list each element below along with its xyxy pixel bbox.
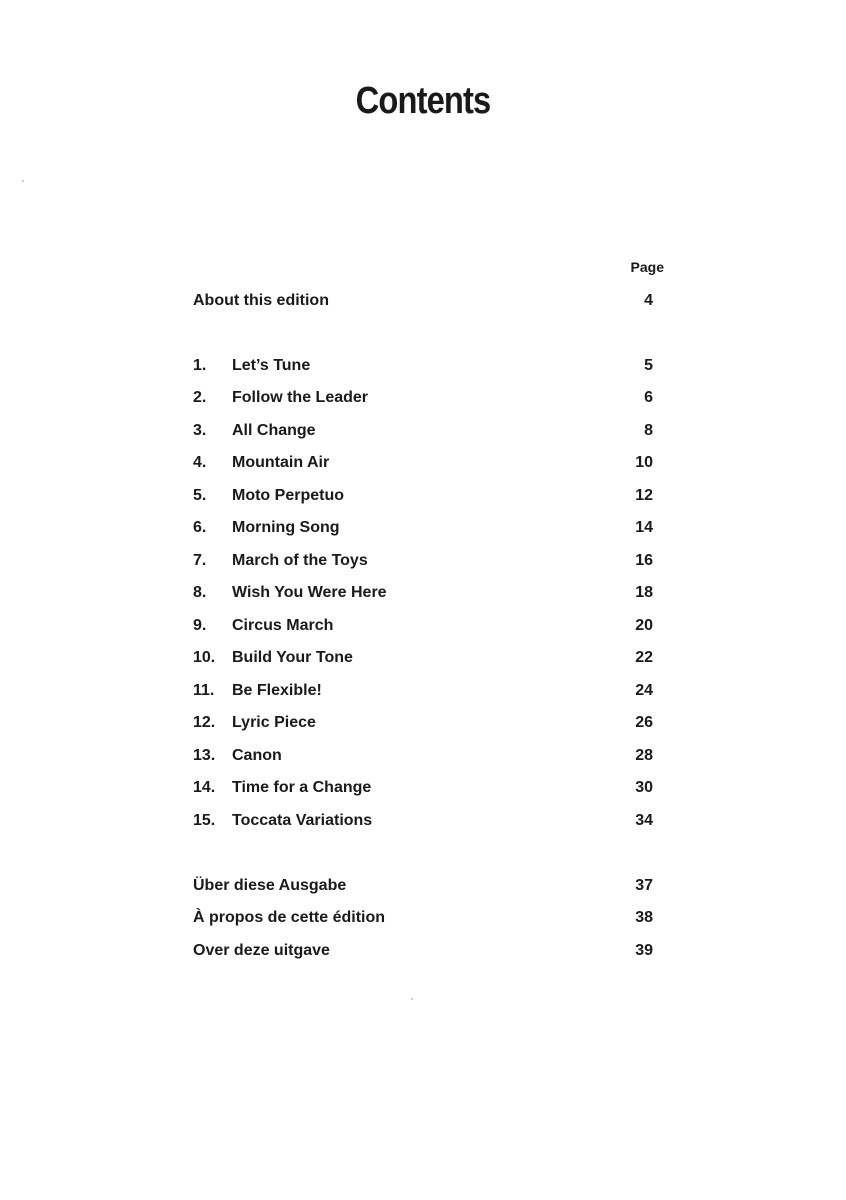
toc-entry-german[interactable] bbox=[193, 875, 653, 897]
toc-entry-label: Wish You Were Here bbox=[232, 584, 387, 601]
toc-entry-page: 16 bbox=[635, 552, 653, 569]
toc-entry-label: Build Your Tone bbox=[232, 649, 353, 666]
toc-entry-page: 39 bbox=[635, 942, 653, 959]
toc-entry-label: Follow the Leader bbox=[232, 389, 369, 406]
toc-entry[interactable] bbox=[193, 420, 653, 442]
toc-entry-number: 11. bbox=[193, 682, 215, 699]
toc-entry-label: Toccata Variations bbox=[232, 812, 373, 829]
toc-entry-page: 6 bbox=[644, 389, 653, 406]
toc-entry-label: Over deze uitgave bbox=[193, 942, 330, 959]
toc-entry-label: March of the Toys bbox=[232, 552, 368, 569]
toc-entry-french[interactable] bbox=[193, 907, 653, 929]
toc-entry-page: 37 bbox=[635, 877, 653, 894]
toc-entry-number: 6. bbox=[193, 519, 207, 536]
toc-entry-page: 24 bbox=[635, 682, 653, 699]
toc-entry-label: Canon bbox=[232, 747, 282, 764]
toc-entry-number: 8. bbox=[193, 584, 207, 601]
toc-entry-label: About this edition bbox=[193, 292, 329, 309]
toc-entry-page: 18 bbox=[635, 584, 653, 601]
toc-entry-about[interactable] bbox=[193, 290, 653, 312]
toc-entry[interactable] bbox=[193, 582, 653, 604]
toc-entry[interactable] bbox=[193, 355, 653, 377]
toc-entry[interactable] bbox=[193, 777, 653, 799]
toc-entry-label: Time for a Change bbox=[232, 779, 372, 796]
toc-entry[interactable] bbox=[193, 387, 653, 409]
toc-entry-label: Moto Perpetuo bbox=[232, 487, 344, 504]
toc-entry-label: Be Flexible! bbox=[232, 682, 322, 699]
toc-entry-page: 34 bbox=[635, 812, 653, 829]
toc-entry-label: All Change bbox=[232, 422, 316, 439]
toc-entry-number: 12. bbox=[193, 714, 216, 731]
toc-entry-page: 28 bbox=[635, 747, 653, 764]
toc-entry-label: Lyric Piece bbox=[232, 714, 316, 731]
toc-entry-page: 12 bbox=[635, 487, 653, 504]
toc-entry[interactable] bbox=[193, 680, 653, 702]
toc-entry-dutch[interactable] bbox=[193, 940, 653, 962]
toc-entry-page: 8 bbox=[644, 422, 653, 439]
toc-entry[interactable] bbox=[193, 615, 653, 637]
toc-entry-page: 5 bbox=[644, 357, 653, 374]
toc-entry-number: 15. bbox=[193, 812, 216, 829]
toc-entry-label: À propos de cette édition bbox=[193, 909, 386, 926]
scan-speck bbox=[411, 998, 413, 1000]
toc-entry[interactable] bbox=[193, 810, 653, 832]
toc-entry[interactable] bbox=[193, 712, 653, 734]
toc-entry-number: 10. bbox=[193, 649, 216, 666]
toc-entry-number: 1. bbox=[193, 357, 207, 374]
toc-entry-page: 30 bbox=[635, 779, 653, 796]
toc-entry-number: 2. bbox=[193, 389, 207, 406]
toc-entry-page: 20 bbox=[635, 617, 653, 634]
page-title: Contents bbox=[355, 80, 491, 122]
toc-entry-page: 38 bbox=[635, 909, 653, 926]
toc-entry-number: 9. bbox=[193, 617, 207, 634]
toc-entry-page: 14 bbox=[635, 519, 653, 536]
toc-entry-number: 4. bbox=[193, 454, 207, 471]
toc-entry-page: 26 bbox=[635, 714, 653, 731]
toc-entry-label: Mountain Air bbox=[232, 454, 330, 471]
toc-entry[interactable] bbox=[193, 647, 653, 669]
toc-entry-page: 22 bbox=[635, 649, 653, 666]
toc-entry-label: Let’s Tune bbox=[232, 357, 311, 374]
toc-entry-label: Über diese Ausgabe bbox=[193, 877, 347, 894]
page-column-header: Page bbox=[630, 259, 664, 275]
toc-entry-page: 10 bbox=[635, 454, 653, 471]
toc-entry-label: Circus March bbox=[232, 617, 334, 634]
toc-entry-label: Morning Song bbox=[232, 519, 340, 536]
toc-entry[interactable] bbox=[193, 517, 653, 539]
toc-entry[interactable] bbox=[193, 452, 653, 474]
toc-entry-number: 13. bbox=[193, 747, 216, 764]
toc-entry-number: 7. bbox=[193, 552, 207, 569]
toc-entry-page: 4 bbox=[644, 292, 653, 309]
toc-entry-number: 3. bbox=[193, 422, 207, 439]
scan-speck bbox=[22, 180, 24, 182]
toc-entry[interactable] bbox=[193, 550, 653, 572]
toc-entry[interactable] bbox=[193, 745, 653, 767]
toc-entry[interactable] bbox=[193, 485, 653, 507]
toc-entry-number: 14. bbox=[193, 779, 216, 796]
toc-entry-number: 5. bbox=[193, 487, 207, 504]
